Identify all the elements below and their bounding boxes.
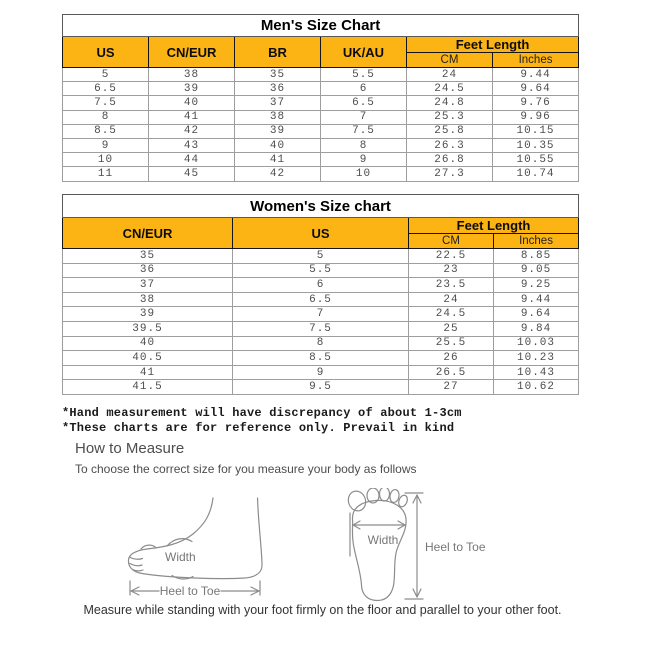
table-cell: 6.5: [233, 292, 409, 307]
table-cell: 25: [409, 321, 494, 336]
table-cell: 27.3: [407, 167, 493, 181]
table-cell: 38: [63, 292, 233, 307]
table-cell: 8.5: [63, 124, 149, 138]
table-cell: 8: [63, 110, 149, 124]
table-cell: 10: [321, 167, 407, 181]
table-cell: 38: [235, 110, 321, 124]
table-cell: 23: [409, 263, 494, 278]
measure-caption: Measure while standing with your foot firmly on the floor and parallel to your other foot.: [83, 603, 562, 617]
table-cell: 9.64: [493, 82, 579, 96]
column-header-br: BR: [235, 37, 321, 68]
table-cell: 40: [235, 138, 321, 152]
table-cell: 25.3: [407, 110, 493, 124]
table-cell: 24.8: [407, 96, 493, 110]
table-row: [63, 153, 579, 167]
column-header-us: US: [233, 218, 409, 249]
table-cell: 43: [149, 138, 235, 152]
column-header-cneur: CN/EUR: [149, 37, 235, 68]
column-header-feet-length: Feet Length: [409, 218, 579, 234]
table-cell: 5.5: [321, 68, 407, 82]
table-cell: 45: [149, 167, 235, 181]
table-cell: 42: [149, 124, 235, 138]
table-cell: 5.5: [233, 263, 409, 278]
table-cell: 26.3: [407, 138, 493, 152]
womens-chart-title: Women's Size chart: [63, 195, 579, 218]
table-cell: 24: [407, 68, 493, 82]
table-cell: 39: [63, 307, 233, 322]
table-cell: 6.5: [63, 82, 149, 96]
table-cell: 9.5: [233, 380, 409, 395]
table-row: [63, 380, 579, 395]
side-foot-outline: [128, 498, 262, 579]
table-cell: 10.15: [493, 124, 579, 138]
table-cell: 26.8: [407, 153, 493, 167]
column-header-cm: CM: [409, 234, 494, 249]
table-cell: 44: [149, 153, 235, 167]
side-width-label: Width: [165, 550, 196, 564]
table-cell: 39: [149, 82, 235, 96]
toe: [346, 489, 368, 513]
table-cell: 10.62: [494, 380, 579, 395]
table-cell: 35: [235, 68, 321, 82]
toe: [380, 488, 390, 501]
table-cell: 40: [149, 96, 235, 110]
table-cell: 10.35: [493, 138, 579, 152]
column-header-inches: Inches: [494, 234, 579, 249]
sole-outline: [352, 500, 406, 600]
how-to-measure-heading: How to Measure: [75, 440, 185, 457]
table-cell: 9.05: [494, 263, 579, 278]
table-cell: 9.84: [494, 321, 579, 336]
table-row: [63, 68, 579, 82]
how-to-measure-subtitle: To choose the correct size for you measure your body as follows: [75, 462, 417, 476]
mens-header-row: [63, 37, 579, 53]
table-row: [63, 321, 579, 336]
sole-heel-to-toe-label: Heel to Toe: [425, 540, 486, 554]
sole-width-label: Width: [367, 533, 399, 547]
table-row: [63, 336, 579, 351]
side-foot-toe-line: [133, 570, 144, 571]
sole-foot-diagram: [346, 488, 486, 601]
foot-measure-diagram: [115, 488, 515, 606]
table-cell: 6: [321, 82, 407, 96]
table-row: [63, 124, 579, 138]
mens-chart-title: Men's Size Chart: [63, 15, 579, 37]
table-cell: 26.5: [409, 365, 494, 380]
table-cell: 41: [63, 365, 233, 380]
table-cell: 7: [321, 110, 407, 124]
table-cell: 9.25: [494, 278, 579, 293]
table-cell: 41: [149, 110, 235, 124]
table-cell: 39.5: [63, 321, 233, 336]
column-header-ukau: UK/AU: [321, 37, 407, 68]
table-cell: 27: [409, 380, 494, 395]
table-cell: 36: [63, 263, 233, 278]
table-cell: 25.8: [407, 124, 493, 138]
table-cell: 9.44: [493, 68, 579, 82]
table-row: [63, 365, 579, 380]
mens-table-body: [63, 68, 579, 182]
table-cell: 8.85: [494, 249, 579, 264]
table-row: [63, 292, 579, 307]
table-cell: 40.5: [63, 351, 233, 366]
column-header-feet-length: Feet Length: [407, 37, 579, 53]
table-row: [63, 351, 579, 366]
table-cell: 10.55: [493, 153, 579, 167]
womens-header-row: [63, 218, 579, 234]
table-cell: 42: [235, 167, 321, 181]
table-cell: 9: [233, 365, 409, 380]
side-foot-toe-line: [130, 564, 142, 566]
column-header-cm: CM: [407, 53, 493, 68]
table-row: [63, 110, 579, 124]
side-heel-to-toe-label: Heel to Toe: [159, 584, 221, 598]
table-cell: 7.5: [63, 96, 149, 110]
table-cell: 40: [63, 336, 233, 351]
table-row: [63, 249, 579, 264]
table-cell: 26: [409, 351, 494, 366]
side-foot-toe-line: [130, 557, 143, 559]
table-cell: 6: [233, 278, 409, 293]
table-cell: 7.5: [321, 124, 407, 138]
table-cell: 7: [233, 307, 409, 322]
table-row: [63, 138, 579, 152]
footnotes: [62, 406, 462, 436]
mens-title-row: [63, 15, 579, 37]
table-cell: 5: [63, 68, 149, 82]
table-cell: 10.23: [494, 351, 579, 366]
table-cell: 23.5: [409, 278, 494, 293]
table-cell: 9.64: [494, 307, 579, 322]
mens-size-table: [62, 14, 579, 182]
table-cell: 9: [321, 153, 407, 167]
side-foot-diagram: [128, 498, 262, 598]
table-cell: 6.5: [321, 96, 407, 110]
table-row: [63, 82, 579, 96]
table-cell: 35: [63, 249, 233, 264]
table-cell: 8: [233, 336, 409, 351]
womens-title-row: [63, 195, 579, 218]
table-cell: 39: [235, 124, 321, 138]
womens-table-body: [63, 249, 579, 395]
table-cell: 9: [63, 138, 149, 152]
table-cell: 7.5: [233, 321, 409, 336]
column-header-inches: Inches: [493, 53, 579, 68]
table-row: [63, 263, 579, 278]
table-cell: 5: [233, 249, 409, 264]
footnote-discrepancy: *Hand measurement will have discrepancy of about 1-3cm: [62, 406, 462, 420]
table-cell: 22.5: [409, 249, 494, 264]
table-cell: 24: [409, 292, 494, 307]
table-cell: 25.5: [409, 336, 494, 351]
table-cell: 38: [149, 68, 235, 82]
table-row: [63, 307, 579, 322]
table-cell: 9.44: [494, 292, 579, 307]
table-cell: 24.5: [409, 307, 494, 322]
table-cell: 24.5: [407, 82, 493, 96]
table-row: [63, 96, 579, 110]
table-cell: 41: [235, 153, 321, 167]
table-cell: 36: [235, 82, 321, 96]
table-cell: 8.5: [233, 351, 409, 366]
table-cell: 8: [321, 138, 407, 152]
column-header-us: US: [63, 37, 149, 68]
table-cell: 10.03: [494, 336, 579, 351]
table-cell: 37: [63, 278, 233, 293]
table-cell: 10: [63, 153, 149, 167]
womens-size-table: [62, 194, 579, 395]
table-cell: 11: [63, 167, 149, 181]
table-row: [63, 167, 579, 181]
table-cell: 37: [235, 96, 321, 110]
table-row: [63, 278, 579, 293]
column-header-cneur: CN/EUR: [63, 218, 233, 249]
table-cell: 9.96: [493, 110, 579, 124]
table-cell: 41.5: [63, 380, 233, 395]
table-cell: 10.43: [494, 365, 579, 380]
table-cell: 10.74: [493, 167, 579, 181]
footnote-reference: *These charts are for reference only. Prevail in kind: [62, 421, 455, 435]
table-cell: 9.76: [493, 96, 579, 110]
